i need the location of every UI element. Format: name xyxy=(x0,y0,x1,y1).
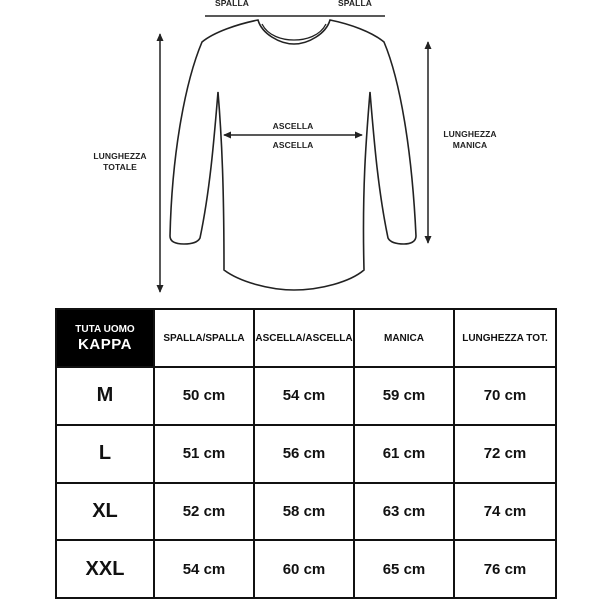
header-lunghezza: LUNGHEZZA TOT. xyxy=(454,309,556,367)
value-cell: 63 cm xyxy=(354,483,454,541)
sleeve-length-label xyxy=(432,129,508,151)
total-length-label-line1: LUNGHEZZA xyxy=(93,151,147,161)
value-cell: 74 cm xyxy=(454,483,556,541)
value-cell: 70 cm xyxy=(454,367,556,425)
value-cell: 72 cm xyxy=(454,425,556,483)
value-cell: 61 cm xyxy=(354,425,454,483)
value-cell: 65 cm xyxy=(354,540,454,598)
table-row xyxy=(56,540,556,598)
header-spalla: SPALLA/SPALLA xyxy=(154,309,254,367)
value-cell: 54 cm xyxy=(154,540,254,598)
size-cell: XL xyxy=(56,483,154,541)
value-cell: 60 cm xyxy=(254,540,354,598)
total-length-label xyxy=(82,151,158,173)
value-cell: 54 cm xyxy=(254,367,354,425)
table-row xyxy=(56,425,556,483)
value-cell: 52 cm xyxy=(154,483,254,541)
table-row xyxy=(56,367,556,425)
size-table xyxy=(55,308,557,599)
total-length-label-line2: TOTALE xyxy=(103,162,137,172)
size-cell: XXL xyxy=(56,540,154,598)
table-row xyxy=(56,483,556,541)
brand-line1: TUTA UOMO xyxy=(75,323,135,335)
sweatshirt-outline xyxy=(170,20,416,290)
value-cell: 58 cm xyxy=(254,483,354,541)
header-ascella: ASCELLA/ASCELLA xyxy=(254,309,354,367)
brand-cell xyxy=(56,309,154,367)
spalla-right-label: SPALLA xyxy=(338,0,372,8)
value-cell: 50 cm xyxy=(154,367,254,425)
sleeve-length-label-line2: MANICA xyxy=(452,140,488,150)
size-cell: M xyxy=(56,367,154,425)
ascella-top-label: ASCELLA xyxy=(272,121,314,131)
brand-line2: KAPPA xyxy=(78,335,132,353)
header-manica: MANICA xyxy=(354,309,454,367)
size-cell: L xyxy=(56,425,154,483)
ascella-bottom-label: ASCELLA xyxy=(272,140,314,150)
table-header-row xyxy=(56,309,556,367)
spalla-left-label: SPALLA xyxy=(215,0,249,8)
value-cell: 51 cm xyxy=(154,425,254,483)
value-cell: 56 cm xyxy=(254,425,354,483)
value-cell: 59 cm xyxy=(354,367,454,425)
value-cell: 76 cm xyxy=(454,540,556,598)
sleeve-length-label-line1: LUNGHEZZA xyxy=(443,129,497,139)
